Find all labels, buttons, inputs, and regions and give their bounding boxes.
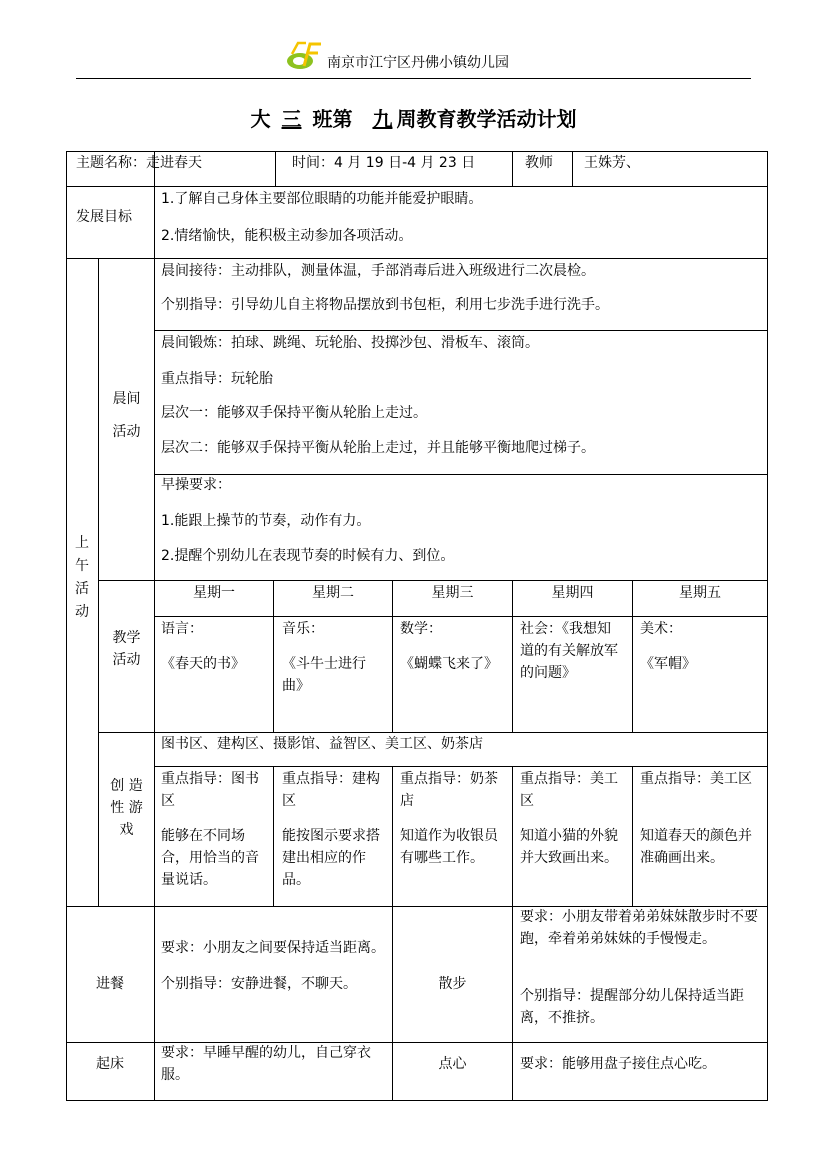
wake-label: 起床 [96,1056,124,1072]
meal-guide: 个别指导：安静进餐，不聊天。 [161,976,357,992]
creative-detail: 知道春天的颜色并准确画出来。 [640,828,752,866]
grid-line [66,1100,768,1101]
page-header [0,38,827,78]
morning-drill-line: 2.提醒个别幼儿在表现节奏的时候有力、到位。 [161,548,455,564]
meal-label: 进餐 [96,976,124,992]
creative-focus: 重点指导：美工区 [640,771,752,787]
school-name: 南京市江宁区丹佛小镇幼儿园 [327,55,509,71]
grid-line [392,766,393,906]
morning-side-label: 上 午 活 动 [75,535,89,620]
meal-requirement: 要求：小朋友之间要保持适当距离。 [161,940,385,956]
teaching-activity-label: 教学 活动 [112,630,141,668]
title-class-prefix: 大 [250,107,271,131]
creative-focus: 重点指导：图书区 [161,771,259,809]
grid-line [154,766,768,767]
morning-drill-line: 早操要求： [161,477,231,493]
walk-label: 散步 [438,976,467,992]
day-thursday: 星期四 [551,585,594,601]
walk-guide: 个别指导：提醒部分幼儿保持适当距离，不推挤。 [520,988,744,1026]
lesson-tuesday: 《斗牛士进行曲》 [282,656,366,694]
grid-line [154,151,155,1101]
creative-areas: 图书区、建构区、摄影馆、益智区、美工区、奶茶店 [161,736,483,752]
theme-name: 主题名称：走进春天 [76,155,202,171]
creative-detail: 能按图示要求搭建出相应的作品。 [282,828,380,888]
morning-exercise-line: 晨间锻炼：拍球、跳绳、玩轮胎、投掷沙包、滑板车、滚筒。 [161,335,539,351]
title-week-suffix: 周教育教学活动计划 [396,107,577,131]
grid-line [154,616,768,617]
grid-line [275,151,276,186]
creative-detail: 知道作为收银员有哪些工作。 [400,828,498,866]
title-class-value: 三 [281,107,302,131]
morning-reception-line: 晨间接待：主动排队，测量体温，手部消毒后进入班级进行二次晨检。 [161,263,595,279]
morning-drill-line: 1.能跟上操节的节奏，动作有力。 [161,513,371,529]
teacher-label: 教师 [525,155,553,171]
page-title [0,103,827,132]
grid-line [66,258,768,259]
morning-exercise-line: 重点指导：玩轮胎 [161,371,273,387]
grid-line [154,474,768,475]
snack-label: 点心 [438,1056,467,1072]
subject-thursday: 社会：《我想知道的有关解放军的问题》 [520,621,618,681]
grid-line [512,906,513,1100]
day-wednesday: 星期三 [431,585,474,601]
creative-play-label: 创 造 性 游 戏 [110,778,143,838]
creative-focus: 重点指导：奶茶店 [400,771,498,809]
goal-item: 2.情绪愉快，能积极主动参加各项活动。 [161,228,413,244]
morning-exercise-line: 层次二：能够双手保持平衡从轮胎上走过，并且能够平衡地爬过梯子。 [161,440,595,456]
snack-requirement: 要求：能够用盘子接住点心吃。 [520,1056,716,1072]
day-monday: 星期一 [193,585,235,601]
creative-detail: 知道小猫的外貌并大致画出来。 [520,828,618,866]
grid-line [767,151,768,1101]
grid-line [273,766,274,906]
day-friday: 星期五 [679,585,721,601]
date-range: 时间：4 月 19 日-4 月 23 日 [292,155,476,171]
title-class-suffix: 班第 [312,107,353,131]
title-week-value: 九 [372,107,393,131]
grid-line [154,330,768,331]
teacher-name: 王姝芳、 [584,155,640,171]
subject-wednesday: 数学： [400,621,442,637]
grid-line [66,186,768,187]
subject-monday: 语言： [161,621,203,637]
subject-friday: 美术： [640,621,682,637]
grid-line [572,151,573,186]
lesson-monday: 《春天的书》 [161,656,245,672]
grid-line [66,151,67,1101]
subject-tuesday: 音乐： [282,621,324,637]
header-divider [76,78,751,79]
morning-exercise-line: 层次一：能够双手保持平衡从轮胎上走过。 [161,405,427,421]
lesson-wednesday: 《蝴蝶飞来了》 [400,656,498,672]
creative-focus: 重点指导：美工区 [520,771,618,809]
goals-label: 发展目标 [76,209,132,225]
morning-activity-label: 晨间 活动 [112,391,141,440]
school-logo-icon [286,40,322,70]
grid-line [632,766,633,906]
wake-requirement: 要求：早睡早醒的幼儿，自己穿衣服。 [161,1045,371,1083]
day-tuesday: 星期二 [312,585,354,601]
grid-line [98,580,768,581]
creative-detail: 能够在不同场合，用恰当的音量说话。 [161,828,259,888]
walk-requirement: 要求：小朋友带着弟弟妹妹散步时不要跑，牵着弟弟妹妹的手慢慢走。 [520,909,758,947]
grid-line [512,766,513,906]
goal-item: 1.了解自己身体主要部位眼睛的功能并能爱护眼睛。 [161,191,483,207]
lesson-friday: 《军帽》 [640,656,696,672]
creative-focus: 重点指导：建构区 [282,771,380,809]
morning-reception-line: 个别指导：引导幼儿自主将物品摆放到书包柜，利用七步洗手进行洗手。 [161,297,609,313]
grid-line [512,151,513,186]
